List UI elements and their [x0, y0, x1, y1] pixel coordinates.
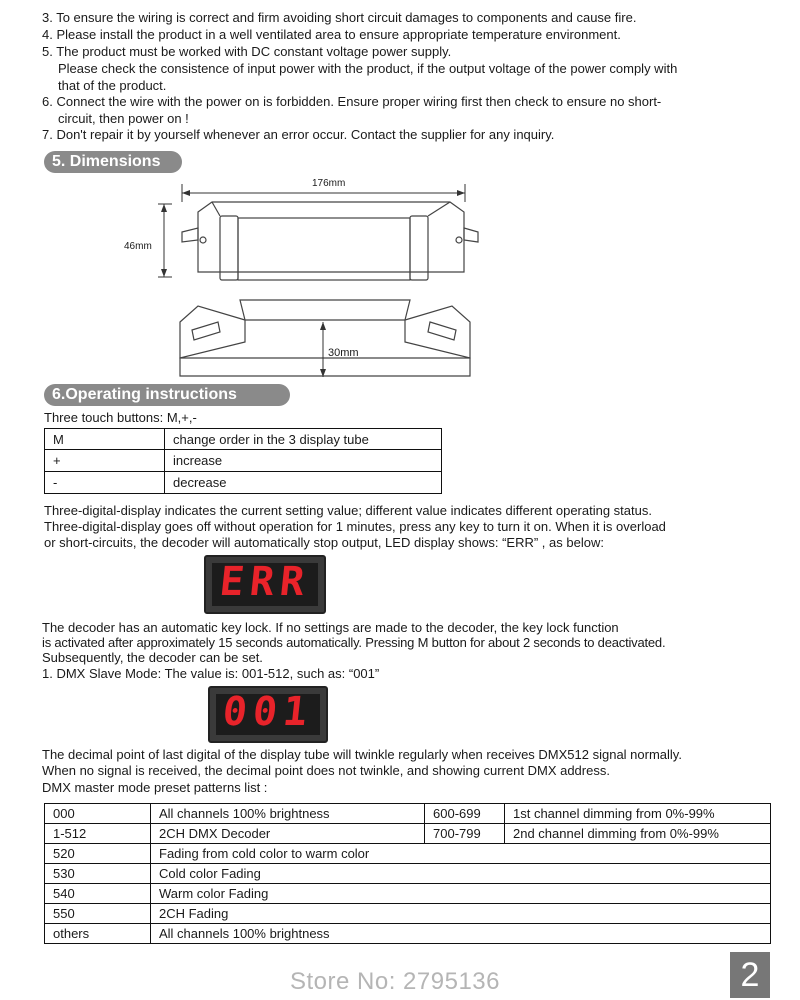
keylock-text-3: Subsequently, the decoder can be set. — [42, 650, 263, 665]
table-cell: 550 — [45, 904, 151, 924]
table-cell: 2nd channel dimming from 0%-99% — [505, 824, 771, 844]
note-4: 4. Please install the product in a well ventilated area to ensure appropriate temperature environment. — [42, 27, 621, 42]
keylock-text-1: The decoder has an automatic key lock. If no settings are made to the decoder, the key lock function — [42, 620, 619, 635]
table-row — [45, 450, 442, 472]
table-cell: - — [45, 472, 165, 494]
table-row — [45, 904, 771, 924]
dimension-height-label: 46mm — [124, 241, 152, 252]
patterns-table — [44, 803, 771, 944]
note-6: 6. Connect the wire with the power on is forbidden. Ensure proper wiring first then check to ensure no short- — [42, 94, 662, 109]
note-5: 5. The product must be worked with DC constant voltage power supply. — [42, 44, 452, 59]
display-text-1: Three-digital-display indicates the current setting value; different value indicates different operating status. — [44, 503, 652, 518]
table-cell: 600-699 — [425, 804, 505, 824]
table-row — [45, 472, 442, 494]
table-cell: change order in the 3 display tube — [165, 429, 442, 450]
led-display-slave — [208, 686, 328, 743]
decimal-text-1: The decimal point of last digital of the display tube will twinkle regularly when receives DMX512 signal normally. — [42, 747, 682, 762]
table-row — [45, 924, 771, 944]
led-text: 001 — [220, 689, 316, 735]
dimensions-drawing — [120, 172, 480, 382]
page-number: 2 — [730, 952, 770, 998]
table-cell: 2CH Fading — [151, 904, 771, 924]
dimension-depth-label: 30mm — [328, 347, 359, 359]
store-watermark: Store No: 2795136 — [290, 968, 500, 995]
table-cell: 700-799 — [425, 824, 505, 844]
table-cell: Fading from cold color to warm color — [151, 844, 771, 864]
table-row — [45, 824, 771, 844]
note-7: 7. Don't repair it by yourself whenever an error occur. Contact the supplier for any inquiry. — [42, 127, 555, 142]
note-3: 3. To ensure the wiring is correct and firm avoiding short circuit damages to components and cause fire. — [42, 10, 637, 25]
table-cell: 2CH DMX Decoder — [151, 824, 425, 844]
table-cell: 000 — [45, 804, 151, 824]
buttons-intro: Three touch buttons: M,+,- — [44, 410, 197, 425]
table-row — [45, 884, 771, 904]
table-cell: Cold color Fading — [151, 864, 771, 884]
table-cell: 540 — [45, 884, 151, 904]
led-text: ERR — [217, 559, 313, 605]
table-cell: decrease — [165, 472, 442, 494]
keylock-text-2: is activated after approximately 15 seconds automatically. Pressing M button for about 2 seconds to deactivated. — [42, 635, 666, 650]
section-heading-dimensions: 5. Dimensions — [44, 151, 182, 173]
table-row — [45, 844, 771, 864]
table-cell: Warm color Fading — [151, 884, 771, 904]
note-5-cont-1: Please check the consistence of input power with the product, if the output voltage of the power comply with — [58, 61, 678, 76]
table-cell: 520 — [45, 844, 151, 864]
section-heading-operating: 6.Operating instructions — [44, 384, 290, 406]
note-6-cont: circuit, then power on ! — [58, 111, 189, 126]
table-cell: increase — [165, 450, 442, 472]
display-text-2: Three-digital-display goes off without operation for 1 minutes, press any key to turn it on. When it is overload — [44, 519, 666, 534]
table-cell: + — [45, 450, 165, 472]
slave-mode-text: 1. DMX Slave Mode: The value is: 001-512, such as: “001” — [42, 666, 380, 681]
note-5-cont-2: that of the product. — [58, 78, 167, 93]
table-row — [45, 864, 771, 884]
buttons-table — [44, 428, 442, 494]
patterns-intro: DMX master mode preset patterns list : — [42, 780, 268, 795]
decimal-text-2: When no signal is received, the decimal point does not twinkle, and showing current DMX address. — [42, 763, 610, 778]
table-cell: 1-512 — [45, 824, 151, 844]
table-cell: All channels 100% brightness — [151, 804, 425, 824]
table-cell: 530 — [45, 864, 151, 884]
table-cell: others — [45, 924, 151, 944]
dimension-length-label: 176mm — [312, 178, 346, 189]
led-display-err — [204, 555, 326, 614]
table-cell: 1st channel dimming from 0%-99% — [505, 804, 771, 824]
table-cell: M — [45, 429, 165, 450]
display-text-3: or short-circuits, the decoder will automatically stop output, LED display shows: “ERR” , as below: — [44, 535, 604, 550]
table-row — [45, 804, 771, 824]
table-cell: All channels 100% brightness — [151, 924, 771, 944]
table-row — [45, 429, 442, 450]
